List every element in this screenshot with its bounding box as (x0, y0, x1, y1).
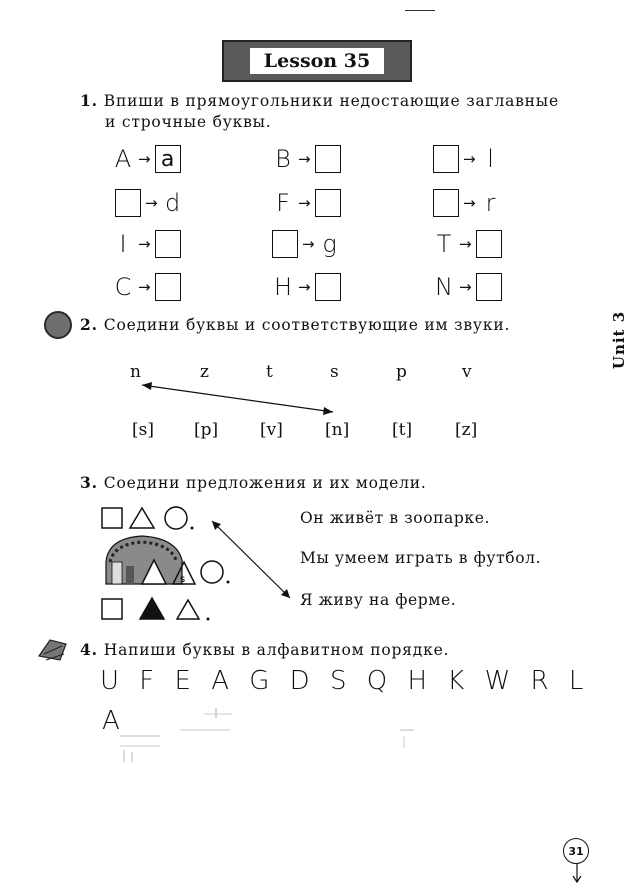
answer-writing-lines[interactable] (100, 700, 430, 770)
task3-number: 3. (80, 473, 98, 492)
sound-item[interactable]: [p] (194, 420, 219, 440)
unit-label: Unit 3 (610, 310, 628, 370)
arrow-icon: → (459, 278, 472, 296)
sound-item[interactable]: [n] (325, 420, 350, 440)
arrow-icon: → (298, 150, 311, 168)
period-dot (191, 527, 194, 530)
task2-text: Соедини буквы и соответствующие им звуки. (103, 316, 511, 334)
sentence-model-1[interactable] (100, 504, 210, 534)
s-mark: s (180, 574, 186, 585)
circle-shape (201, 561, 223, 583)
lesson-title: Lesson 35 (250, 48, 384, 74)
task2-number: 2. (80, 315, 98, 334)
square-shape (102, 599, 122, 619)
task3-text: Соедини предложения и их модели. (103, 474, 427, 492)
letter-item[interactable]: v (462, 362, 472, 382)
task4-title (80, 639, 449, 661)
arrow-icon: → (138, 150, 151, 168)
given-letter: g (322, 230, 337, 258)
letter-item[interactable]: z (200, 362, 209, 382)
sentence-1[interactable]: Он живёт в зоопарке. (300, 509, 491, 527)
sentence-3[interactable]: Я живу на ферме. (300, 591, 457, 609)
given-letter: A (114, 145, 132, 173)
period-dot (227, 581, 230, 584)
arrow-icon: → (463, 150, 476, 168)
writing-hand-icon (36, 634, 70, 664)
given-letter: N (435, 273, 453, 301)
arrow-icon: → (463, 194, 476, 212)
filled-triangle-shape (140, 598, 164, 619)
arrow-icon: → (298, 194, 311, 212)
sounds-row (0, 420, 638, 444)
given-letter: I (119, 230, 127, 258)
arrowhead-icon (142, 382, 152, 390)
giraffe-picture-icon (106, 536, 182, 584)
task1-text-line1: Впиши в прямоугольники недостающие заглавные (103, 92, 559, 110)
task1-number: 1. (80, 91, 98, 110)
circle-shape (165, 507, 187, 529)
given-letter: d (164, 189, 181, 217)
letter-item[interactable]: s (330, 362, 339, 382)
arrow-icon: → (302, 235, 315, 253)
arrowhead-icon (323, 407, 333, 415)
answer-box[interactable]: a (155, 145, 181, 173)
letter-item[interactable]: n (130, 362, 141, 382)
sentence-model-3[interactable] (100, 594, 220, 624)
task1-title-line2: и строчные буквы. (105, 113, 272, 131)
page-number: 31 (563, 838, 589, 864)
sound-item[interactable]: [z] (455, 420, 478, 440)
arrow-icon: → (298, 278, 311, 296)
letter-item[interactable]: p (396, 362, 407, 382)
page-tail-icon (570, 864, 584, 884)
letter-item[interactable]: t (266, 362, 273, 382)
answer-first-letter: A (102, 706, 126, 736)
sound-item[interactable]: [s] (132, 420, 154, 440)
arrow-icon: → (138, 278, 151, 296)
square-shape (102, 508, 122, 528)
given-letter: T (436, 230, 452, 258)
arrow-icon: → (138, 235, 151, 253)
period-dot (207, 618, 210, 621)
given-letter: H (273, 273, 293, 301)
given-letter: l (487, 145, 494, 173)
sentence-model-2[interactable] (98, 532, 238, 590)
sound-item[interactable]: [v] (260, 420, 283, 440)
given-letter: C (114, 273, 132, 301)
arrow-icon: → (459, 235, 472, 253)
arrow-icon: → (145, 194, 158, 212)
triangle-shape (130, 508, 154, 528)
scrambled-letters: U F E A G D S Q H K W R L (100, 666, 590, 696)
connection-line-n (142, 385, 333, 412)
given-letter: r (485, 189, 496, 217)
task3-title (80, 472, 427, 494)
given-letter: B (275, 145, 291, 173)
task4-number: 4. (80, 640, 98, 659)
sentence-2[interactable]: Мы умеем играть в футбол. (300, 549, 542, 567)
given-letter: F (276, 189, 290, 217)
task4-text: Напиши буквы в алфавитном порядке. (103, 641, 450, 659)
sound-item[interactable]: [t] (392, 420, 413, 440)
triangle-shape (177, 600, 199, 619)
